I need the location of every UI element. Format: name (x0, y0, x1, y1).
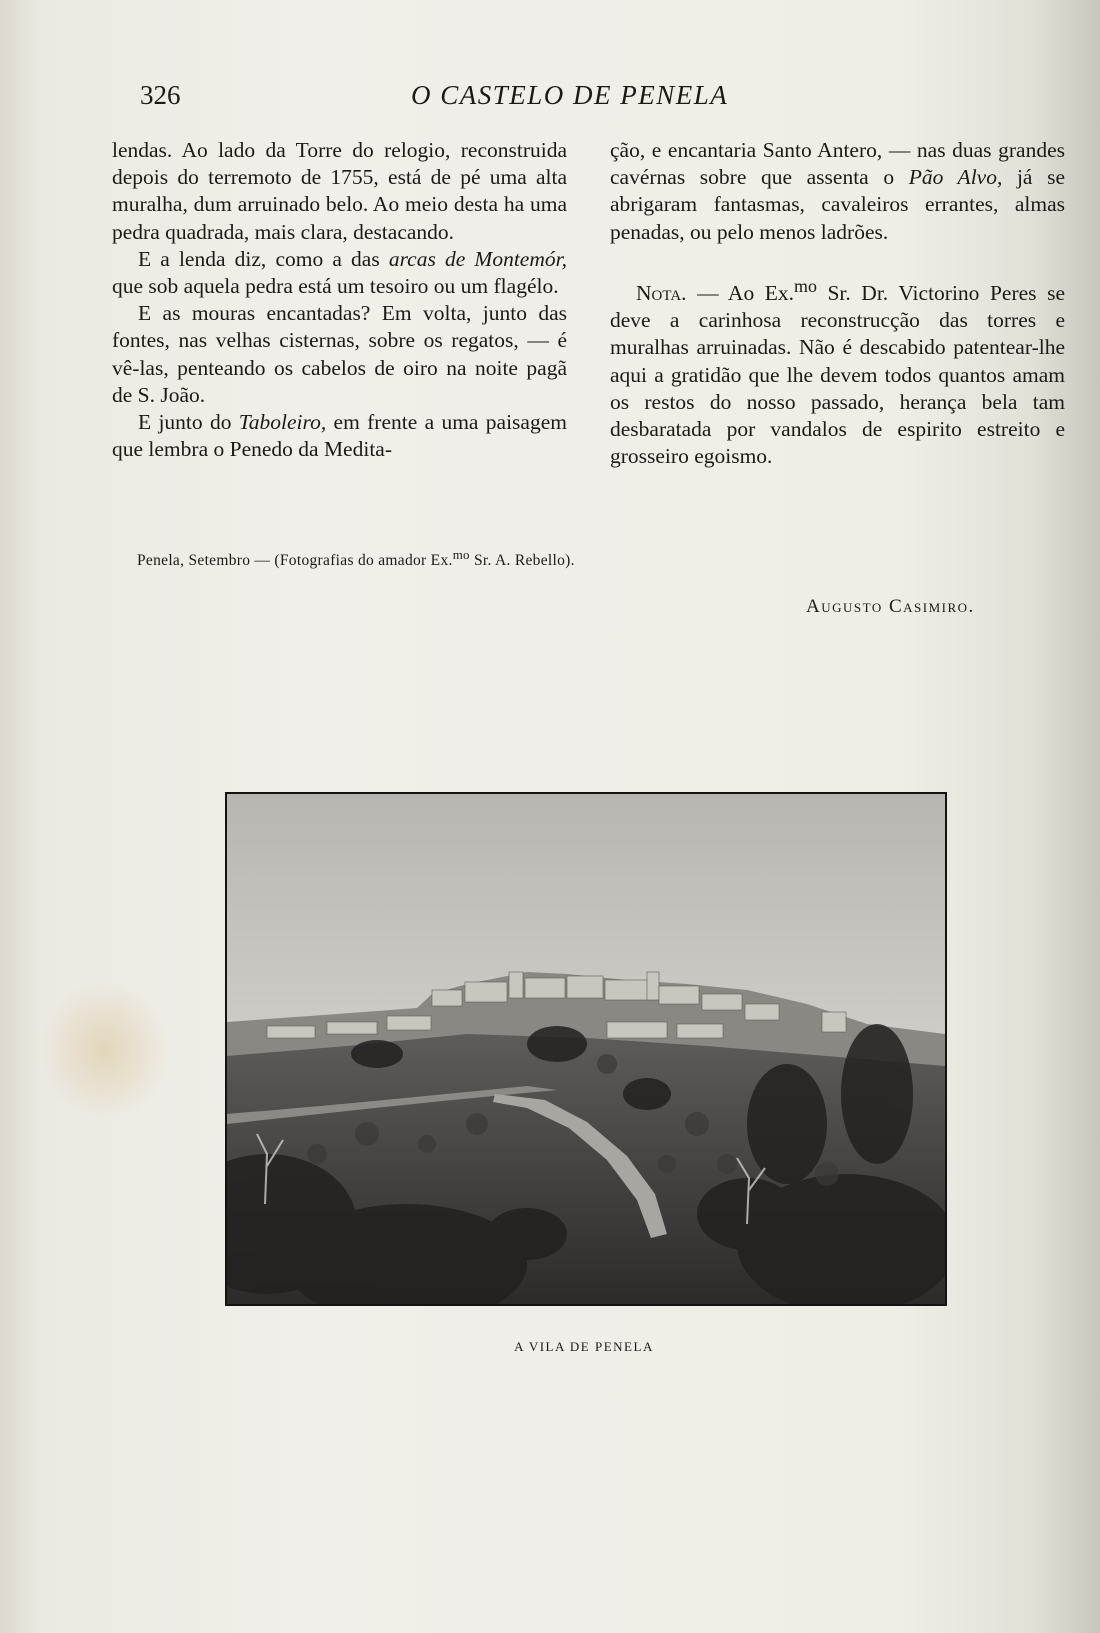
paragraph: E a lenda diz, como a das arcas de Montemór, que sob aquela pedra está um tesoiro ou um flagélo. (112, 246, 567, 299)
italic-term: Taboleiro, (238, 410, 327, 435)
paragraph: lendas. Ao lado da Torre do relogio, reconstruida depois do terremoto de 1755, está de pé uma alta muralha, dum arruinado belo. Ao meio desta ha uma pedra quadrada, mais clara, destacando. (112, 138, 567, 244)
left-column (112, 137, 567, 463)
photo-credit: Penela, Setembro — (Fotografias do amador Ex.$^{mo}$ Sr. A. Rebello). (137, 547, 575, 570)
running-title: O CASTELO DE PENELA (411, 80, 729, 110)
italic-term: arcas de Montemór, (388, 246, 567, 271)
paragraph: ção, e encantaria Santo Antero, — nas duas grandes cavérnas sobre que assenta o Pão Alvo, já se abrigaram fantasmas, cavaleiros errantes, almas penadas, ou pelo menos ladrões. (610, 138, 1065, 244)
paragraph: E junto do Taboleiro, em frente a uma paisagem que lembra o Penedo da Medita- (112, 410, 567, 462)
page-number: 326 (140, 80, 181, 110)
page-header (140, 80, 1060, 120)
note-paragraph: Nota. — Ao Ex.$^{mo}$ Sr. Dr. Victorino Peres se deve a carinhosa reconstrucção das torres e muralhas arruinadas. Não é descabido patentear-lhe aqui a gratidão que lhe devem todos quantos amam os restos do nosso passado, herança bela tam desbaratada por vandalos de espirito estreito e grosseiro egoismo. (610, 275, 1065, 469)
note-label: Nota. (636, 280, 687, 305)
paper-stain (40, 980, 170, 1120)
author-signature: Augusto Casimiro. (806, 596, 975, 617)
right-column (610, 137, 1065, 470)
italic-term: Pão Alvo, (908, 165, 1003, 190)
village-photograph (225, 792, 947, 1306)
photo-caption: A VILA DE PENELA (514, 1339, 654, 1354)
paragraph: E as mouras encantadas? Em volta, junto das fontes, nas velhas cisternas, sobre os regatos, — é vê-las, penteando os cabelos de oiro na noite pagã de S. João. (112, 301, 567, 407)
